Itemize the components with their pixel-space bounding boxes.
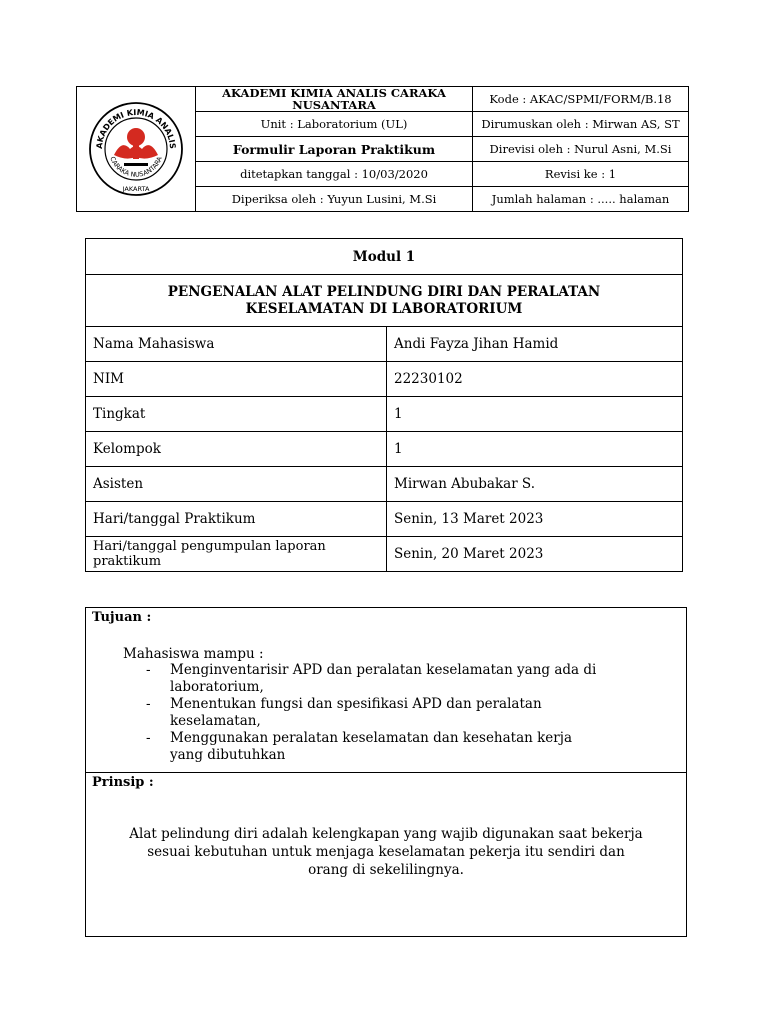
module-title: Modul 1 (86, 239, 683, 275)
kode-cell (473, 87, 689, 112)
institution-name-cell (196, 87, 473, 112)
list-item-text: Menentukan fungsi dan spesifikasi APD dan peralatan keselamatan, (170, 696, 542, 729)
row-label: Tingkat (86, 397, 387, 432)
ditetapkan-cell (196, 162, 473, 187)
prinsip-text: Alat pelindung diri adalah kelengkapan yang wajib digunakan saat bekerja sesuai kebutuhan untuk menjaga keselamatan pekerja itu sendiri dan orang di sekelilingnya. (129, 826, 643, 878)
direvisi-cell (473, 137, 689, 162)
row-label: Hari/tanggal Praktikum (86, 502, 387, 537)
row-label: Kelompok (86, 432, 387, 467)
diperiksa-text: Diperiksa oleh : Yuyun Lusini, M.Si (231, 192, 437, 206)
list-dash: - (146, 662, 151, 678)
list-item (146, 730, 606, 764)
list-dash: - (146, 730, 151, 746)
table-row (86, 362, 683, 397)
unit-cell (196, 112, 473, 137)
institution-name: AKADEMI KIMIA ANALIS CARAKA NUSANTARA (222, 86, 446, 112)
module-info-table (85, 238, 683, 572)
list-item (146, 696, 606, 730)
svg-text:AKADEMI KIMIA ANALIS: AKADEMI KIMIA ANALIS (94, 107, 178, 150)
unit-text: Unit : Laboratorium (UL) (260, 117, 408, 131)
svg-text:JAKARTA: JAKARTA (122, 185, 150, 193)
revisi-text: Revisi ke : 1 (544, 167, 617, 181)
row-value: 1 (387, 397, 683, 432)
table-row (86, 467, 683, 502)
logo-cell (77, 87, 196, 212)
row-value: 1 (387, 432, 683, 467)
row-value: Senin, 13 Maret 2023 (387, 502, 683, 537)
list-item-text: Menginventarisir APD dan peralatan keselamatan yang ada di laboratorium, (170, 662, 597, 695)
prinsip-label: Prinsip : (92, 775, 154, 790)
form-title-cell (196, 137, 473, 162)
svg-text:CARAKA NUSANTARA: CARAKA NUSANTARA (108, 155, 164, 179)
institution-logo-icon (86, 99, 186, 199)
revisi-cell (473, 162, 689, 187)
list-item (146, 662, 606, 696)
row-value: Mirwan Abubakar S. (387, 467, 683, 502)
institution-logo (77, 99, 195, 199)
table-row (86, 432, 683, 467)
row-label: Hari/tanggal pengumpulan laporan praktikum (86, 537, 387, 572)
row-label: NIM (86, 362, 387, 397)
row-value: Senin, 20 Maret 2023 (387, 537, 683, 572)
row-value: 22230102 (387, 362, 683, 397)
row-value: Andi Fayza Jihan Hamid (387, 327, 683, 362)
prinsip-section (86, 773, 686, 936)
module-subtitle: PENGENALAN ALAT PELINDUNG DIRI DAN PERALATAN KESELAMATAN DI LABORATORIUM (86, 275, 683, 327)
diperiksa-cell (196, 187, 473, 212)
tujuan-section (86, 608, 686, 773)
dirumuskan-text: Dirumuskan oleh : Mirwan AS, ST (481, 117, 680, 131)
list-item-text: Menggunakan peralatan keselamatan dan kesehatan kerja yang dibutuhkan (170, 730, 572, 763)
table-row (86, 502, 683, 537)
row-label: Asisten (86, 467, 387, 502)
direvisi-text: Direvisi oleh : Nurul Asni, M.Si (489, 142, 672, 156)
dirumuskan-cell (473, 112, 689, 137)
table-row (86, 537, 683, 572)
row-label: Nama Mahasiswa (86, 327, 387, 362)
tujuan-intro: Mahasiswa mampu : (123, 646, 264, 662)
jumlah-cell (473, 187, 689, 212)
table-row (86, 397, 683, 432)
form-title: Formulir Laporan Praktikum (232, 141, 436, 157)
tujuan-prinsip-box (85, 607, 687, 937)
tujuan-label: Tujuan : (92, 610, 152, 625)
ditetapkan-text: ditetapkan tanggal : 10/03/2020 (240, 167, 428, 181)
jumlah-halaman-text: Jumlah halaman : ..... halaman (491, 192, 670, 206)
form-code: Kode : AKAC/SPMI/FORM/B.18 (489, 92, 672, 106)
document-header-table (76, 86, 689, 212)
list-dash: - (146, 696, 151, 712)
table-row (86, 327, 683, 362)
tujuan-list (146, 662, 606, 764)
